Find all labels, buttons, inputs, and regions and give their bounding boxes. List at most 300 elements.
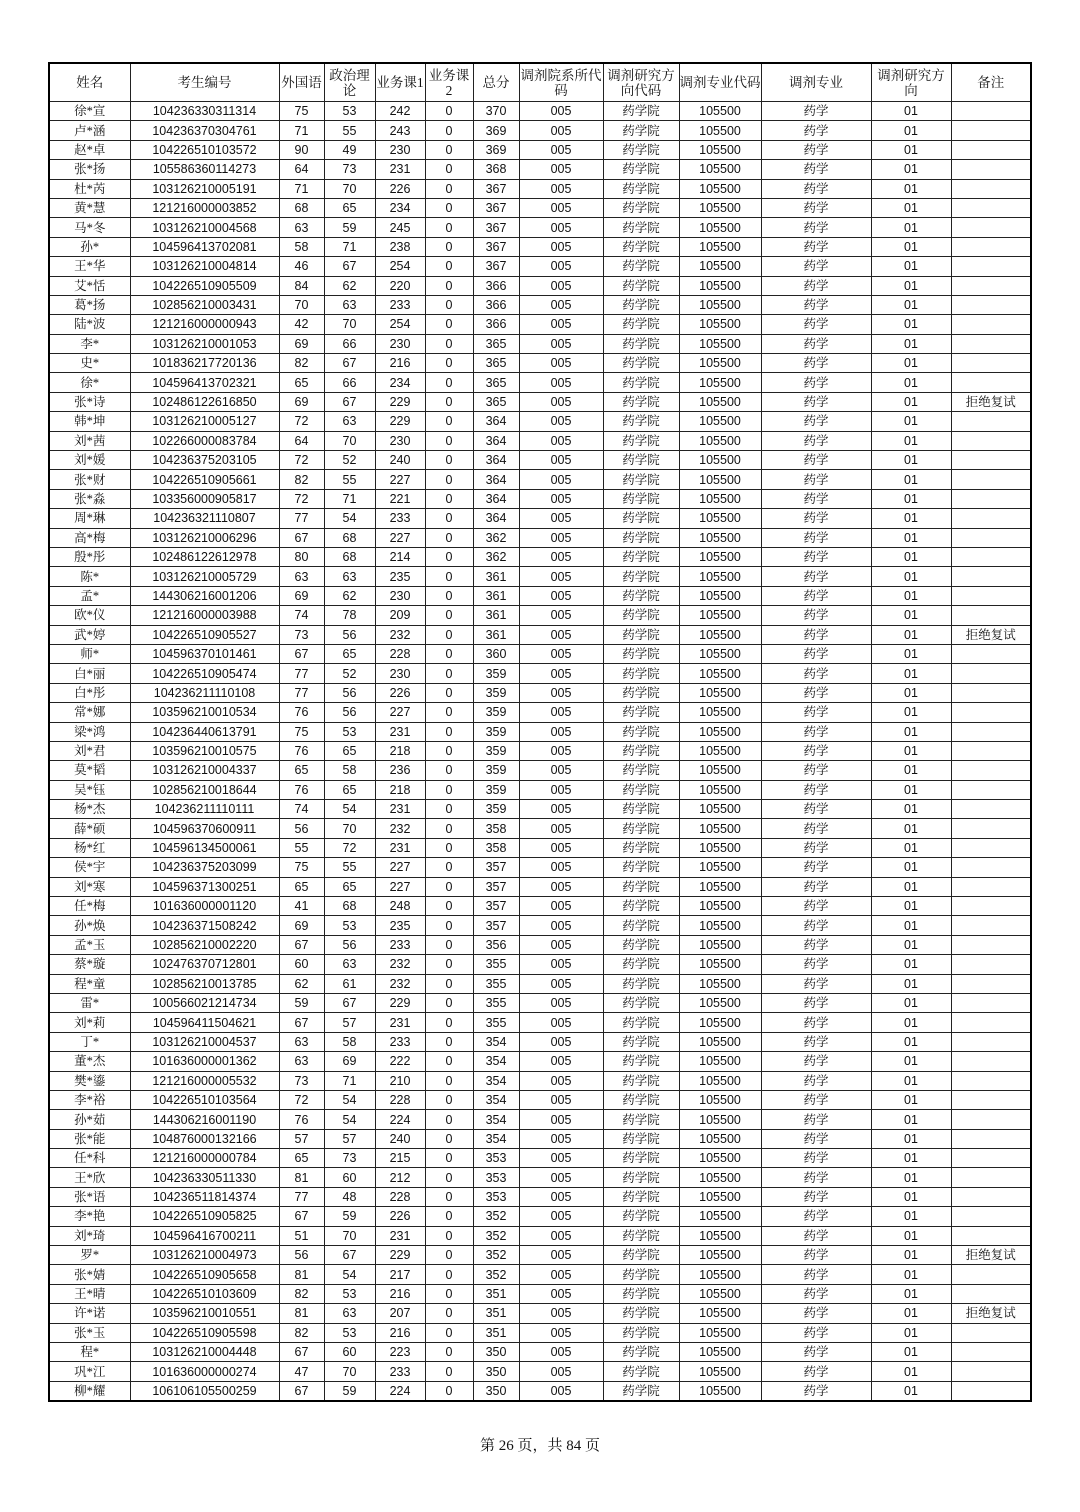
cell-politics: 63 (324, 567, 375, 586)
cell-remark (951, 276, 1031, 295)
cell-name: 师* (49, 644, 130, 663)
cell-total: 354 (473, 1129, 519, 1148)
cell-foreign-language: 67 (279, 935, 324, 954)
cell-politics: 70 (324, 179, 375, 198)
cell-name: 史* (49, 354, 130, 373)
cell-candidate-id: 102856210002220 (130, 935, 279, 954)
cell-course-2: 0 (425, 1381, 473, 1401)
cell-course-1: 245 (375, 218, 425, 237)
cell-dept-code: 005 (519, 257, 603, 276)
cell-name: 张*玉 (49, 1323, 130, 1342)
cell-course-1: 240 (375, 451, 425, 470)
cell-total: 366 (473, 295, 519, 314)
cell-remark (951, 1149, 1031, 1168)
cell-direction: 01 (871, 315, 951, 334)
cell-total: 359 (473, 664, 519, 683)
cell-major-code: 105500 (679, 858, 761, 877)
cell-total: 367 (473, 179, 519, 198)
cell-course-2: 0 (425, 121, 473, 140)
table-row (49, 761, 1031, 780)
cell-course-2: 0 (425, 160, 473, 179)
cell-dept-code: 005 (519, 334, 603, 353)
cell-course-1: 230 (375, 431, 425, 450)
cell-name: 刘*寒 (49, 877, 130, 896)
cell-direction-code: 药学院 (603, 780, 679, 799)
cell-name: 黄*慧 (49, 198, 130, 217)
cell-major-code: 105500 (679, 198, 761, 217)
cell-major-code: 105500 (679, 916, 761, 935)
table-row (49, 1129, 1031, 1148)
cell-major: 药学 (761, 489, 871, 508)
cell-major: 药学 (761, 1381, 871, 1401)
cell-course-2: 0 (425, 354, 473, 373)
cell-dept-code: 005 (519, 916, 603, 935)
cell-major: 药学 (761, 877, 871, 896)
cell-foreign-language: 73 (279, 625, 324, 644)
cell-major-code: 105500 (679, 392, 761, 411)
cell-name: 常*娜 (49, 703, 130, 722)
cell-course-1: 217 (375, 1265, 425, 1284)
cell-politics: 68 (324, 897, 375, 916)
cell-dept-code: 005 (519, 179, 603, 198)
table-row (49, 218, 1031, 237)
cell-remark (951, 993, 1031, 1012)
cell-course-1: 231 (375, 160, 425, 179)
cell-politics: 59 (324, 218, 375, 237)
cell-major: 药学 (761, 1090, 871, 1109)
cell-candidate-id: 104226510103609 (130, 1284, 279, 1303)
cell-total: 354 (473, 1110, 519, 1129)
cell-name: 殷*彤 (49, 547, 130, 566)
cell-total: 355 (473, 993, 519, 1012)
cell-dept-code: 005 (519, 858, 603, 877)
cell-major: 药学 (761, 179, 871, 198)
cell-total: 353 (473, 1149, 519, 1168)
cell-major-code: 105500 (679, 1226, 761, 1245)
cell-major-code: 105500 (679, 489, 761, 508)
cell-course-1: 234 (375, 373, 425, 392)
cell-direction-code: 药学院 (603, 218, 679, 237)
cell-politics: 53 (324, 916, 375, 935)
cell-course-1: 216 (375, 1284, 425, 1303)
cell-total: 350 (473, 1381, 519, 1401)
cell-name: 葛*扬 (49, 295, 130, 314)
cell-direction-code: 药学院 (603, 1168, 679, 1187)
cell-total: 352 (473, 1207, 519, 1226)
cell-course-2: 0 (425, 1013, 473, 1032)
cell-direction-code: 药学院 (603, 140, 679, 159)
header-dept-code: 调剂院系所代码 (519, 63, 603, 102)
cell-major-code: 105500 (679, 509, 761, 528)
cell-course-1: 229 (375, 412, 425, 431)
cell-direction-code: 药学院 (603, 102, 679, 121)
cell-foreign-language: 67 (279, 1013, 324, 1032)
cell-name: 白*彤 (49, 683, 130, 702)
cell-course-1: 231 (375, 722, 425, 741)
cell-major-code: 105500 (679, 955, 761, 974)
cell-course-1: 231 (375, 1013, 425, 1032)
cell-major: 药学 (761, 237, 871, 256)
cell-direction: 01 (871, 1343, 951, 1362)
cell-major: 药学 (761, 819, 871, 838)
cell-candidate-id: 102856210003431 (130, 295, 279, 314)
cell-direction: 01 (871, 1149, 951, 1168)
cell-foreign-language: 69 (279, 586, 324, 605)
cell-direction: 01 (871, 179, 951, 198)
cell-direction-code: 药学院 (603, 509, 679, 528)
cell-direction-code: 药学院 (603, 722, 679, 741)
cell-total: 367 (473, 237, 519, 256)
table-row (49, 257, 1031, 276)
cell-direction: 01 (871, 916, 951, 935)
cell-foreign-language: 69 (279, 334, 324, 353)
cell-name: 张*语 (49, 1187, 130, 1206)
cell-course-2: 0 (425, 761, 473, 780)
table-row (49, 1362, 1031, 1381)
cell-politics: 67 (324, 354, 375, 373)
cell-dept-code: 005 (519, 625, 603, 644)
cell-direction-code: 药学院 (603, 1071, 679, 1090)
cell-foreign-language: 80 (279, 547, 324, 566)
table-row (49, 140, 1031, 159)
cell-major: 药学 (761, 897, 871, 916)
cell-foreign-language: 59 (279, 993, 324, 1012)
cell-major: 药学 (761, 1052, 871, 1071)
cell-remark (951, 1284, 1031, 1303)
table-row (49, 1265, 1031, 1284)
cell-dept-code: 005 (519, 392, 603, 411)
cell-remark (951, 315, 1031, 334)
cell-course-1: 233 (375, 935, 425, 954)
cell-remark (951, 741, 1031, 760)
cell-major: 药学 (761, 140, 871, 159)
cell-major-code: 105500 (679, 1129, 761, 1148)
table-row (49, 1207, 1031, 1226)
cell-politics: 53 (324, 722, 375, 741)
cell-name: 王*欣 (49, 1168, 130, 1187)
cell-dept-code: 005 (519, 509, 603, 528)
cell-remark (951, 1381, 1031, 1401)
cell-name: 程*童 (49, 974, 130, 993)
cell-candidate-id: 103126210004568 (130, 218, 279, 237)
cell-candidate-id: 104236375203099 (130, 858, 279, 877)
cell-politics: 59 (324, 1207, 375, 1226)
cell-candidate-id: 106106105500259 (130, 1381, 279, 1401)
cell-total: 355 (473, 974, 519, 993)
cell-course-2: 0 (425, 1323, 473, 1342)
cell-name: 白*丽 (49, 664, 130, 683)
cell-name: 丁* (49, 1032, 130, 1051)
cell-course-1: 243 (375, 121, 425, 140)
cell-remark (951, 664, 1031, 683)
cell-candidate-id: 104236211110111 (130, 800, 279, 819)
cell-name: 欧*仪 (49, 606, 130, 625)
cell-name: 雷* (49, 993, 130, 1012)
cell-candidate-id: 103596210010551 (130, 1304, 279, 1323)
cell-major: 药学 (761, 509, 871, 528)
cell-politics: 65 (324, 741, 375, 760)
cell-direction: 01 (871, 431, 951, 450)
cell-dept-code: 005 (519, 1052, 603, 1071)
cell-direction: 01 (871, 1129, 951, 1148)
cell-course-1: 232 (375, 819, 425, 838)
cell-major: 药学 (761, 121, 871, 140)
cell-course-1: 209 (375, 606, 425, 625)
cell-dept-code: 005 (519, 993, 603, 1012)
cell-dept-code: 005 (519, 1381, 603, 1401)
cell-foreign-language: 74 (279, 800, 324, 819)
cell-politics: 58 (324, 1032, 375, 1051)
cell-major: 药学 (761, 295, 871, 314)
cell-candidate-id: 102856210013785 (130, 974, 279, 993)
cell-direction: 01 (871, 140, 951, 159)
cell-major-code: 105500 (679, 451, 761, 470)
cell-direction-code: 药学院 (603, 412, 679, 431)
cell-direction-code: 药学院 (603, 1207, 679, 1226)
cell-major-code: 105500 (679, 1052, 761, 1071)
table-row (49, 354, 1031, 373)
cell-remark (951, 412, 1031, 431)
cell-candidate-id: 104226510905658 (130, 1265, 279, 1284)
cell-dept-code: 005 (519, 1168, 603, 1187)
table-row (49, 974, 1031, 993)
cell-total: 364 (473, 489, 519, 508)
cell-remark (951, 451, 1031, 470)
cell-name: 柳*耀 (49, 1381, 130, 1401)
cell-course-2: 0 (425, 412, 473, 431)
table-row (49, 1013, 1031, 1032)
cell-course-2: 0 (425, 470, 473, 489)
cell-politics: 61 (324, 974, 375, 993)
cell-major: 药学 (761, 1110, 871, 1129)
table-row (49, 1168, 1031, 1187)
cell-direction: 01 (871, 625, 951, 644)
table-row (49, 1343, 1031, 1362)
header-course-1: 业务课1 (375, 63, 425, 102)
cell-politics: 65 (324, 877, 375, 896)
cell-politics: 54 (324, 1265, 375, 1284)
cell-dept-code: 005 (519, 703, 603, 722)
cell-dept-code: 005 (519, 276, 603, 295)
cell-foreign-language: 69 (279, 392, 324, 411)
cell-foreign-language: 82 (279, 1284, 324, 1303)
cell-major: 药学 (761, 683, 871, 702)
cell-course-1: 230 (375, 334, 425, 353)
cell-remark (951, 1090, 1031, 1109)
cell-direction: 01 (871, 838, 951, 857)
cell-major: 药学 (761, 800, 871, 819)
cell-major-code: 105500 (679, 102, 761, 121)
cell-total: 366 (473, 315, 519, 334)
cell-course-2: 0 (425, 1149, 473, 1168)
cell-dept-code: 005 (519, 1207, 603, 1226)
cell-direction-code: 药学院 (603, 1013, 679, 1032)
cell-total: 353 (473, 1168, 519, 1187)
cell-name: 徐*宣 (49, 102, 130, 121)
table-row (49, 838, 1031, 857)
cell-direction-code: 药学院 (603, 1090, 679, 1109)
table-row (49, 1149, 1031, 1168)
cell-candidate-id: 103126210004537 (130, 1032, 279, 1051)
cell-remark (951, 257, 1031, 276)
cell-direction-code: 药学院 (603, 993, 679, 1012)
cell-foreign-language: 64 (279, 160, 324, 179)
cell-candidate-id: 104226510905661 (130, 470, 279, 489)
cell-major: 药学 (761, 838, 871, 857)
cell-candidate-id: 104596371300251 (130, 877, 279, 896)
table-row (49, 295, 1031, 314)
cell-course-2: 0 (425, 315, 473, 334)
cell-major-code: 105500 (679, 1323, 761, 1342)
cell-course-2: 0 (425, 1362, 473, 1381)
cell-direction: 01 (871, 703, 951, 722)
cell-major: 药学 (761, 1032, 871, 1051)
cell-politics: 66 (324, 373, 375, 392)
cell-foreign-language: 51 (279, 1226, 324, 1245)
cell-total: 355 (473, 1013, 519, 1032)
cell-foreign-language: 76 (279, 780, 324, 799)
cell-name: 杜*芮 (49, 179, 130, 198)
cell-course-2: 0 (425, 935, 473, 954)
cell-foreign-language: 67 (279, 1343, 324, 1362)
cell-foreign-language: 75 (279, 858, 324, 877)
cell-direction-code: 药学院 (603, 295, 679, 314)
cell-major: 药学 (761, 1246, 871, 1265)
cell-major: 药学 (761, 315, 871, 334)
cell-candidate-id: 103126210004973 (130, 1246, 279, 1265)
cell-major-code: 105500 (679, 1071, 761, 1090)
cell-total: 359 (473, 761, 519, 780)
table-row (49, 606, 1031, 625)
table-row (49, 1323, 1031, 1342)
cell-course-1: 228 (375, 644, 425, 663)
cell-course-2: 0 (425, 1284, 473, 1303)
cell-direction: 01 (871, 373, 951, 392)
cell-direction: 01 (871, 334, 951, 353)
cell-course-2: 0 (425, 140, 473, 159)
cell-major: 药学 (761, 664, 871, 683)
cell-major-code: 105500 (679, 567, 761, 586)
cell-direction-code: 药学院 (603, 547, 679, 566)
cell-remark (951, 800, 1031, 819)
table-row (49, 1110, 1031, 1129)
cell-total: 369 (473, 121, 519, 140)
cell-direction: 01 (871, 528, 951, 547)
cell-dept-code: 005 (519, 1187, 603, 1206)
cell-total: 359 (473, 741, 519, 760)
cell-remark (951, 509, 1031, 528)
cell-major: 药学 (761, 470, 871, 489)
cell-course-1: 220 (375, 276, 425, 295)
cell-course-1: 226 (375, 1207, 425, 1226)
cell-foreign-language: 73 (279, 1071, 324, 1090)
cell-dept-code: 005 (519, 567, 603, 586)
cell-course-2: 0 (425, 431, 473, 450)
cell-course-2: 0 (425, 916, 473, 935)
cell-major-code: 105500 (679, 334, 761, 353)
cell-direction-code: 药学院 (603, 373, 679, 392)
cell-major-code: 105500 (679, 741, 761, 760)
table-row (49, 1304, 1031, 1323)
cell-direction: 01 (871, 1090, 951, 1109)
cell-course-1: 216 (375, 354, 425, 373)
cell-foreign-language: 60 (279, 955, 324, 974)
cell-candidate-id: 104236330511330 (130, 1168, 279, 1187)
cell-course-2: 0 (425, 451, 473, 470)
cell-total: 365 (473, 354, 519, 373)
cell-course-1: 226 (375, 683, 425, 702)
cell-name: 薛*硕 (49, 819, 130, 838)
cell-major: 药学 (761, 935, 871, 954)
cell-remark (951, 1052, 1031, 1071)
cell-total: 364 (473, 470, 519, 489)
cell-course-1: 214 (375, 547, 425, 566)
cell-major: 药学 (761, 160, 871, 179)
cell-candidate-id: 104226510905825 (130, 1207, 279, 1226)
table-row (49, 412, 1031, 431)
cell-name: 张*婧 (49, 1265, 130, 1284)
cell-major: 药学 (761, 741, 871, 760)
cell-direction: 01 (871, 354, 951, 373)
cell-course-2: 0 (425, 528, 473, 547)
cell-direction-code: 药学院 (603, 800, 679, 819)
cell-candidate-id: 102486122616850 (130, 392, 279, 411)
cell-candidate-id: 103126210005729 (130, 567, 279, 586)
cell-direction-code: 药学院 (603, 606, 679, 625)
cell-total: 364 (473, 509, 519, 528)
cell-remark (951, 838, 1031, 857)
cell-remark (951, 761, 1031, 780)
cell-course-1: 223 (375, 1343, 425, 1362)
cell-remark: 拒绝复试 (951, 392, 1031, 411)
cell-candidate-id: 101636000000274 (130, 1362, 279, 1381)
table-row (49, 1284, 1031, 1303)
cell-total: 359 (473, 722, 519, 741)
cell-candidate-id: 144306216001206 (130, 586, 279, 605)
cell-direction-code: 药学院 (603, 935, 679, 954)
cell-total: 354 (473, 1032, 519, 1051)
cell-remark: 拒绝复试 (951, 1246, 1031, 1265)
cell-total: 350 (473, 1343, 519, 1362)
cell-direction-code: 药学院 (603, 276, 679, 295)
cell-foreign-language: 74 (279, 606, 324, 625)
cell-direction: 01 (871, 1207, 951, 1226)
cell-politics: 62 (324, 276, 375, 295)
cell-total: 354 (473, 1090, 519, 1109)
cell-direction: 01 (871, 276, 951, 295)
cell-foreign-language: 77 (279, 683, 324, 702)
cell-candidate-id: 102476370712801 (130, 955, 279, 974)
cell-politics: 70 (324, 1362, 375, 1381)
cell-candidate-id: 104596411504621 (130, 1013, 279, 1032)
cell-foreign-language: 63 (279, 1032, 324, 1051)
cell-foreign-language: 68 (279, 198, 324, 217)
cell-dept-code: 005 (519, 955, 603, 974)
cell-course-2: 0 (425, 567, 473, 586)
page-footer: 第 26 页，共 84 页 (479, 1438, 600, 1454)
cell-candidate-id: 104226510905598 (130, 1323, 279, 1342)
cell-name: 张*财 (49, 470, 130, 489)
cell-direction-code: 药学院 (603, 819, 679, 838)
cell-remark (951, 547, 1031, 566)
cell-politics: 68 (324, 528, 375, 547)
cell-remark (951, 606, 1031, 625)
cell-name: 周*琳 (49, 509, 130, 528)
table-row (49, 1071, 1031, 1090)
cell-direction-code: 药学院 (603, 1246, 679, 1265)
cell-course-1: 229 (375, 993, 425, 1012)
cell-course-1: 232 (375, 625, 425, 644)
